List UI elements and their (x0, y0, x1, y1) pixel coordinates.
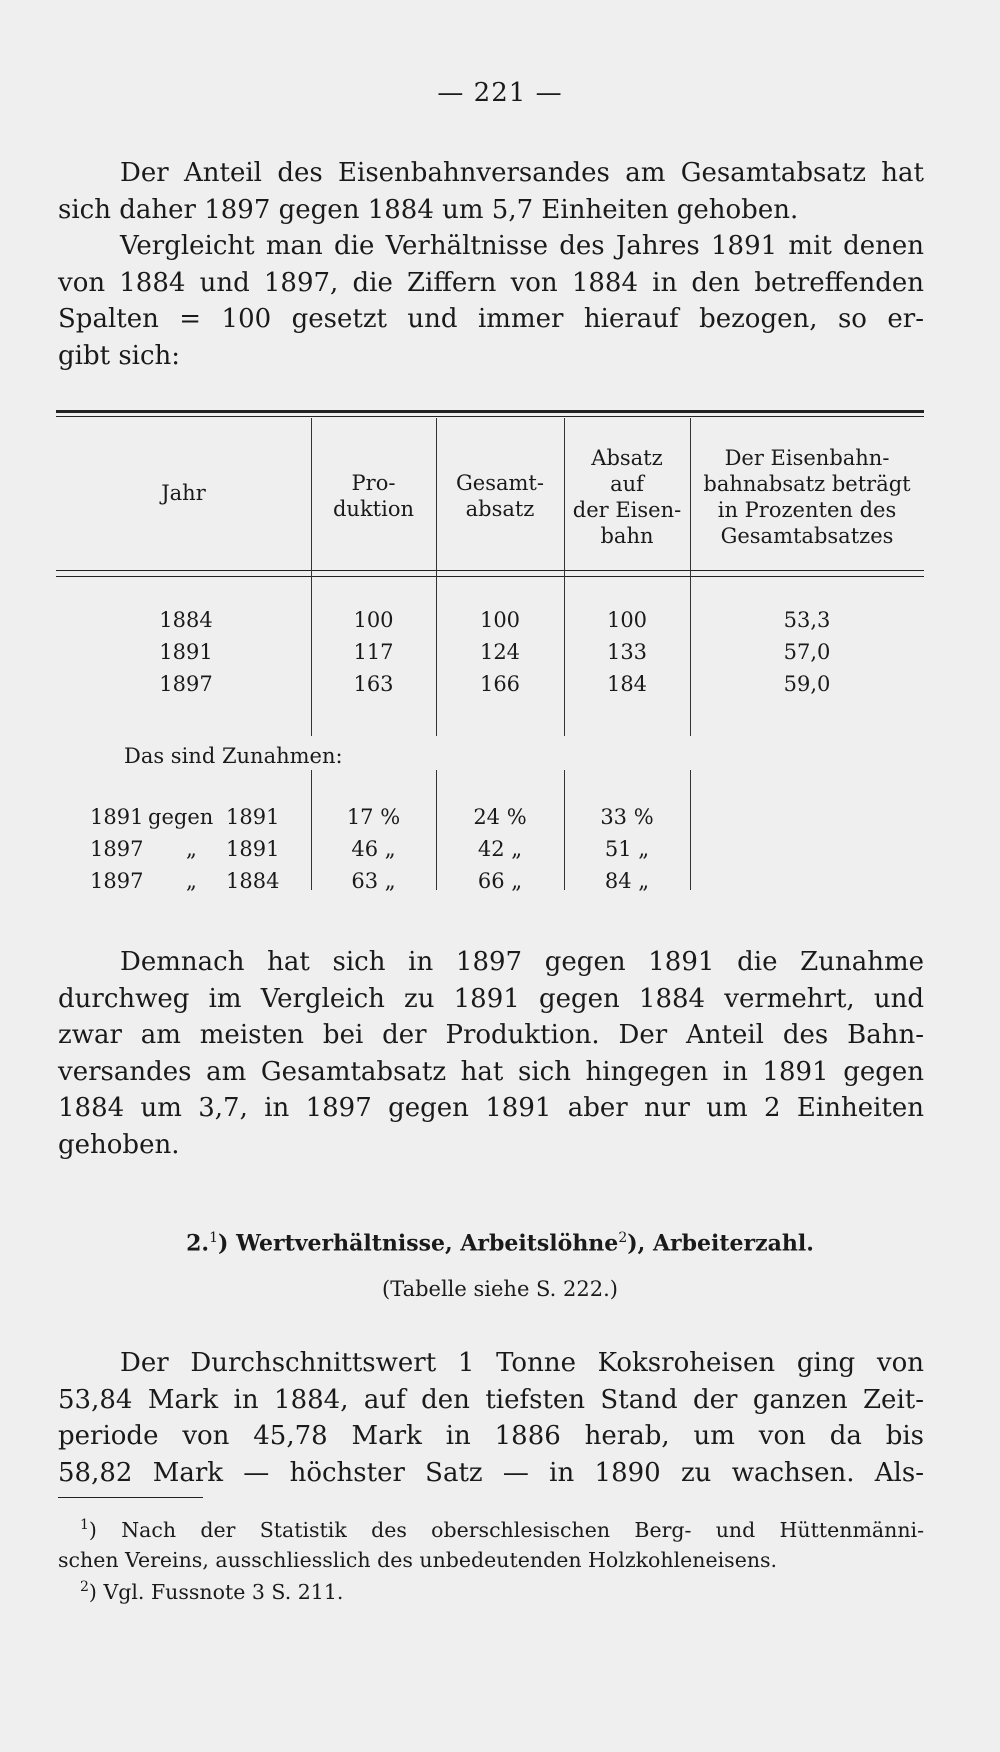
text-line: sich daher 1897 gegen 1884 um 5,7 Einheiten gehoben. (58, 194, 799, 225)
text-line: 1884 um 3,7, in 1897 gegen 1891 aber nur um 2 Einheiten (58, 1093, 924, 1123)
text-line: durchweg im Vergleich zu 1891 gegen 1884 vermehrt, und (58, 983, 924, 1014)
paragraph-2 (58, 228, 924, 374)
paragraph-3 (58, 944, 924, 1163)
paragraph-1 (58, 155, 924, 228)
document-page: — 221 — Der Anteil des Eisenbahnversandes am Gesamtabsatz hat sich daher 1897 gegen 1884 um 5,7 Einheiten gehoben. Vergleicht man die Verhältnisse des Jahres 1891 mit denen von 1884 und 1897, die Ziffern von 1884 in den betreffenden Spalten = 100 gesetzt und immer hierauf bezogen, so er- gibt sich: Jahr Pro- duktion Gesamt- absatz Absatz auf der Eisen- bahn Der Eisenbahn- bahnabsatz beträgt in Prozenten des Gesamtabsatzes 1884 100 100 100 53,3 1891 117 124 133 57,0 1897 163 166 184 59,0 Das sind Zunahmen: 1891 gegen 1891 17 % 24 % 33 % 1897 „ 1891 46 „ 42 „ 51 „ 1897 „ 1884 63 „ 66 „ 84 „ Demnach hat sich in 1897 gegen 1891 die Zunahme durchweg im Vergleich zu 1891 gegen 1884 vermehrt, und zwar am meisten bei der Produktion. Der Anteil des Bahn- versandes am Gesamtabsatz hat sich hingegen in 1891 gegen 1884 um 3,7, in 1897 gegen 1891 aber nur um 2 Einheiten gehoben. 2.$^1$) Wertverhältnisse, Arbeitslöhne$^2$), Arbeiterzahl. (Tabelle siehe S. 222.) Der Durchschnittswert 1 Tonne Koksroheisen ging von 53,84 Mark in 1884, auf den tiefsten Stand der ganzen Zeit- periode von 45,78 Mark in 1886 herab, um von da bis 58,82 Mark — höchster Satz — in 1890 zu wachsen. Als- $^1$) Nach der Statistik des oberschlesischen Berg- und Hüttenmänni- schen Vereins, ausschliesslich des unbedeutenden Holzkohleneisens. $^2$) Vgl. Fussnote 3 S. 211. (0, 0, 1000, 1752)
footnote-1: $^1$) Nach der Statistik des oberschlesischen Berg- und Hüttenmänni- schen Vereins, ausschliesslich des unbedeutenden Holzkohleneisens. (58, 1517, 924, 1572)
footnote-rule (58, 1497, 203, 1498)
page-number: — 221 — (437, 78, 563, 108)
header-produktion: Pro- duktion (332, 471, 415, 521)
text-line: versandes am Gesamtabsatz hat sich hingegen in 1891 gegen (58, 1056, 924, 1087)
text-line: Der Anteil des Eisenbahnversandes am Gesamtabsatz hat (120, 158, 924, 188)
text-line: periode von 45,78 Mark in 1886 herab, um von da bis (58, 1421, 924, 1451)
table-header-rule (56, 570, 924, 571)
text-line: von 1884 und 1897, die Ziffern von 1884 in den betreffenden (58, 267, 924, 298)
text-line: gibt sich: (58, 340, 181, 371)
text-line: Spalten = 100 gesetzt und immer hierauf bezogen, so er- (58, 304, 924, 334)
header-gesamtabsatz: Gesamt- absatz (456, 471, 544, 521)
header-anteil: Der Eisenbahn- bahnabsatz beträgt in Prozenten des Gesamtabsatzes (703, 446, 911, 548)
text-line: 58,82 Mark — höchster Satz — in 1890 zu wachsen. Als- (58, 1457, 924, 1488)
header-absatz-bahn: Absatz auf der Eisen- bahn (572, 446, 682, 548)
text-line: 53,84 Mark in 1884, auf den tiefsten Stand der ganzen Zeit- (58, 1384, 924, 1415)
text-line: Der Durchschnittswert 1 Tonne Koksroheisen ging von (120, 1348, 924, 1378)
paragraph-4 (58, 1345, 924, 1491)
text-line: zwar am meisten bei der Produktion. Der Anteil des Bahn- (58, 1020, 924, 1050)
section-heading: 2.$^1$) Wertverhältnisse, Arbeitslöhne$^2$), Arbeiterzahl. (186, 1230, 814, 1257)
text-line: gehoben. (58, 1129, 180, 1160)
table-top-rule (56, 410, 924, 413)
text-line: Demnach hat sich in 1897 gegen 1891 die Zunahme (120, 947, 924, 977)
header-jahr: Jahr (161, 481, 206, 505)
zunahmen-label: Das sind Zunahmen: (124, 744, 343, 768)
text-line: Vergleicht man die Verhältnisse des Jahres 1891 mit denen (120, 231, 924, 261)
table-reference-note: (Tabelle siehe S. 222.) (382, 1277, 618, 1301)
footnote-2: $^2$) Vgl. Fussnote 3 S. 211. (80, 1579, 344, 1604)
